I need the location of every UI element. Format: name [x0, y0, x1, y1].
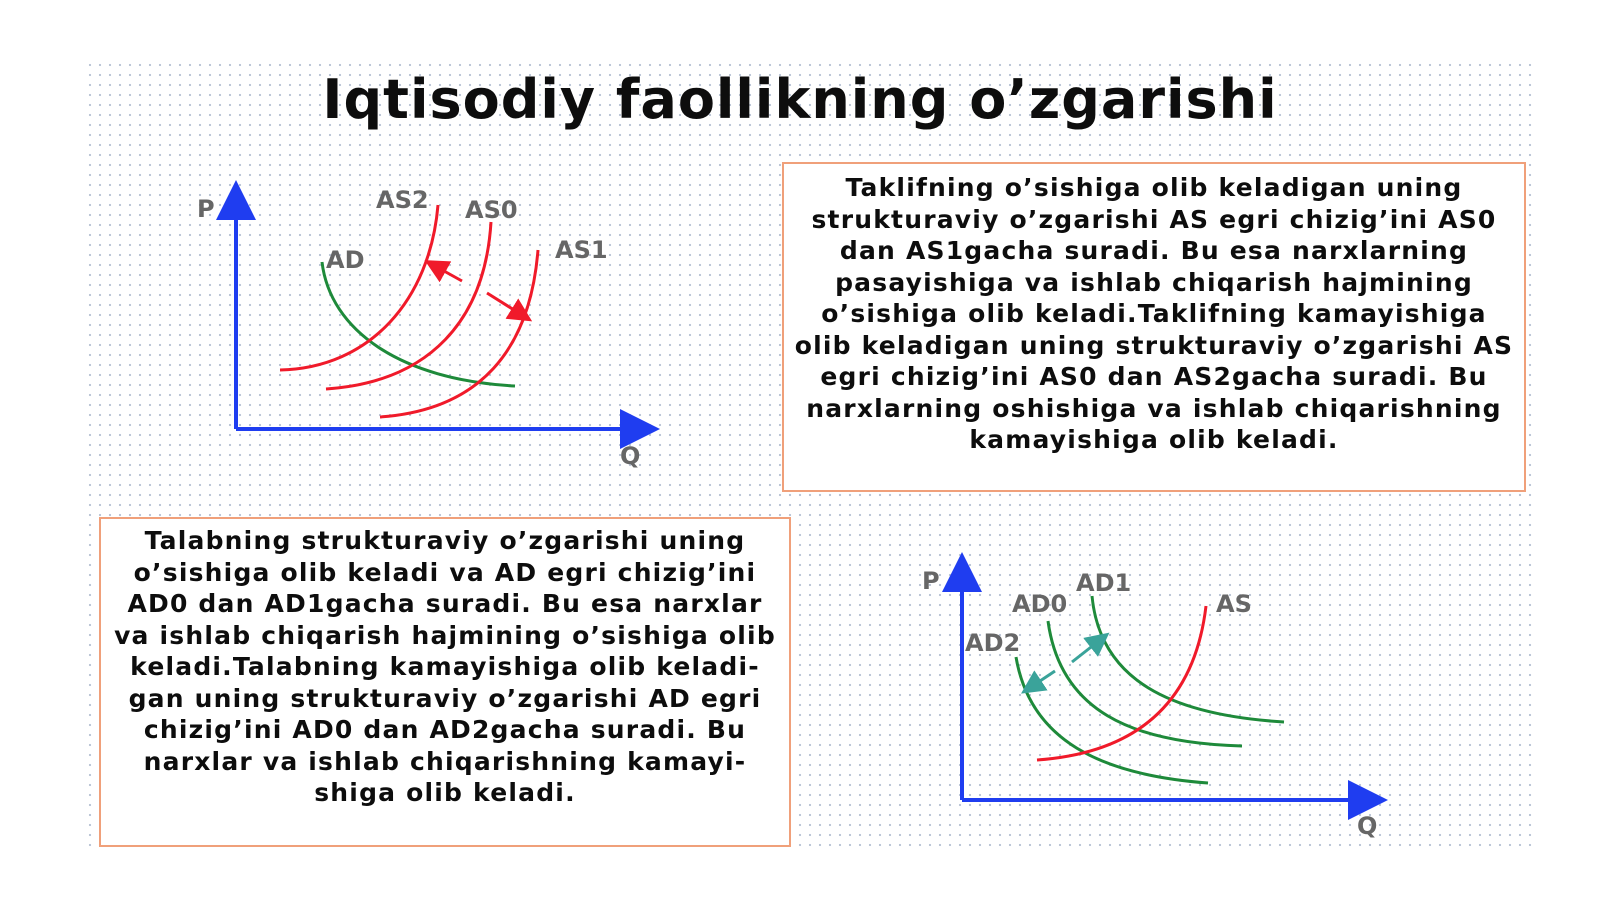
as-label: AS: [1216, 590, 1252, 618]
page-title: Iqtisodiy faollikning o’zgarishi: [322, 68, 1278, 131]
as1-label: AS1: [555, 236, 608, 264]
supply-explanation-text: Taklifning o’sishiga olib keladigan uning strukturaviy o’zgarishi AS egri chizig’ini AS0 dan AS1gacha suradi. Bu esa narxlarning pasayishiga va ishlab chiqarish hajmining o’sishiga olib keladi.Taklifning kamayishiga olib keladigan uning strukturaviy o’zgarishi AS egri chizig’ini AS0 dan AS2gacha suradi. Bu narxlarning oshishiga va ishlab chiqarishning kamayishiga olib keladi.: [794, 173, 1514, 454]
q-axis-label-1: Q: [620, 442, 641, 470]
p-axis-label-2: P: [922, 567, 940, 595]
supply-shift-diagram: [197, 186, 640, 470]
as2-curve: [280, 205, 438, 370]
ad1-label: AD1: [1076, 569, 1132, 597]
ad0-label: AD0: [1012, 590, 1068, 618]
ad-label: AD: [326, 246, 365, 274]
p-axis-label-1: P: [197, 195, 215, 223]
ad2-label: AD2: [965, 629, 1021, 657]
shift-left-arrow: [435, 266, 462, 281]
as2-label: AS2: [376, 186, 429, 214]
shift-right-arrow: [487, 293, 522, 315]
ad0-curve: [1048, 621, 1242, 746]
as1-curve: [380, 250, 538, 417]
as0-label: AS0: [465, 196, 518, 224]
shift-right-arrow-2: [1072, 640, 1100, 662]
ad1-curve: [1092, 596, 1284, 722]
q-axis-label-2: Q: [1357, 812, 1378, 840]
shift-left-arrow-2: [1031, 671, 1055, 687]
demand-explanation-text: Talabning strukturaviy o’zgarishi uning o’sishiga olib keladi va AD egri chizig’ini AD0 dan AD1gacha suradi. Bu esa narxlar va ishlab chiqarish hajmining o’sishiga olib keladi.Talabning kamayishiga olib keladi-gan uning strukturaviy o’zgarishi AD egri chizig’ini AD0 dan AD2gacha suradi. Bu narxlar va ishlab chiqarishning kamayi-shiga olib keladi.: [114, 526, 776, 807]
demand-shift-diagram: [922, 567, 1377, 840]
